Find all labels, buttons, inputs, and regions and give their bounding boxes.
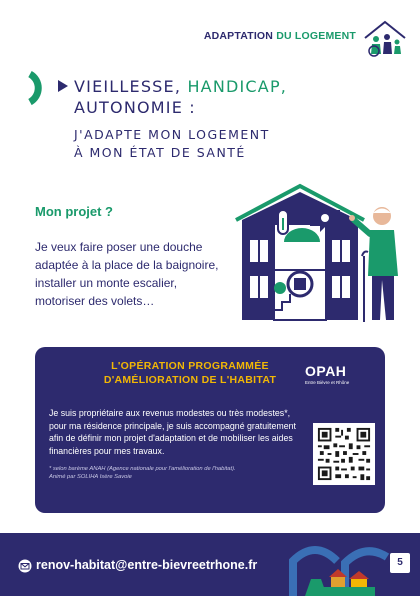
page-footer	[0, 533, 420, 596]
page-title	[74, 76, 287, 118]
title-arc-mark	[26, 70, 52, 106]
house-elderly-man-illustration	[222, 180, 412, 330]
opah-footnote	[49, 465, 299, 481]
page-subtitle	[74, 126, 270, 162]
section-header-part1: ADAPTATION	[203, 30, 274, 42]
opah-logo-text: OPAH	[305, 363, 347, 379]
subtitle-line-1: J'ADAPTE MON LOGEMENT	[74, 127, 270, 142]
title-word-vieillesse: VIEILLESSE,	[74, 77, 182, 96]
title-arrow-icon	[58, 80, 68, 92]
title-word-handicap: HANDICAP,	[187, 77, 288, 96]
contact-email-link[interactable]: renov-habitat@entre-bievreetrhone.fr	[36, 558, 258, 572]
opah-title-line-2: D'AMÉLIORATION DE L'HABITAT	[103, 374, 277, 386]
projet-heading: Mon projet ?	[35, 204, 113, 219]
family-house-icon	[360, 18, 410, 58]
mail-icon	[18, 559, 32, 573]
section-header-part2: DU LOGEMENT	[276, 30, 356, 42]
opah-info-card	[35, 347, 385, 513]
opah-logo	[305, 363, 375, 389]
opah-title-line-1: L'OPÉRATION PROGRAMMÉE	[111, 360, 269, 372]
village-decoration	[285, 533, 395, 596]
opah-title	[75, 359, 305, 387]
subtitle-line-2: À MON ÉTAT DE SANTÉ	[74, 145, 246, 160]
opah-footnote-line-1: * selon barème ANAH (Agence nationale pour l'amélioration de l'habitat).	[49, 466, 236, 472]
page-number: 5	[390, 553, 410, 573]
section-header	[204, 30, 356, 42]
projet-text: Je veux faire poser une douche adaptée à la place de la baignoire, installer un monte escalier, motoriser des volets…	[35, 240, 219, 308]
opah-body-text: Je suis propriétaire aux revenus modestes ou très modestes*, pour ma résidence principale, je suis accompagné gratuitement afin de définir mon projet d'adaptation et de mobiliser les aides financières pour mes travaux.	[49, 408, 296, 456]
qr-code[interactable]	[313, 423, 375, 485]
opah-logo-subtext: Entre Bièvre et Rhône	[305, 380, 350, 385]
title-line-autonomie: AUTONOMIE :	[74, 98, 196, 117]
opah-footnote-line-2: Animé par SOLIHA Isère Savoie	[49, 474, 132, 480]
